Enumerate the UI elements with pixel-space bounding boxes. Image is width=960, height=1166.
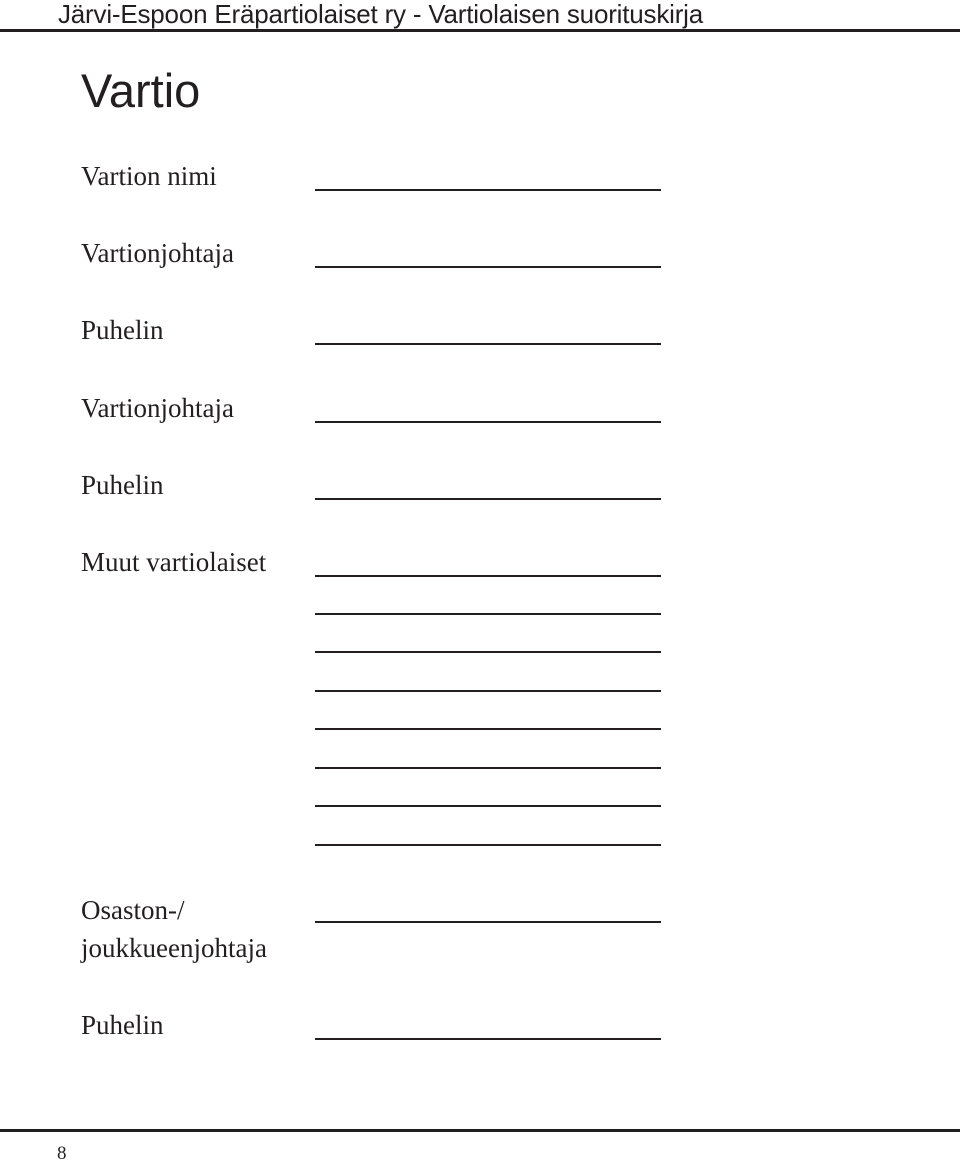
second-patrol-leader-phone-field[interactable]	[315, 498, 661, 500]
other-members-label: Muut vartiolaiset	[81, 547, 267, 577]
unit-leader-phone-field[interactable]	[315, 1038, 661, 1040]
patrol-leader-field[interactable]	[315, 266, 661, 268]
member-field[interactable]	[315, 805, 661, 807]
member-field[interactable]	[315, 651, 661, 653]
patrol-leader-phone-field[interactable]	[315, 343, 661, 345]
patrol-name-field[interactable]	[315, 189, 661, 191]
patrol-name-label: Vartion nimi	[81, 161, 217, 191]
footer-divider	[0, 1129, 960, 1132]
page-number: 8	[57, 1143, 67, 1164]
unit-leader-label-line1: Osaston-/	[81, 895, 185, 925]
member-field[interactable]	[315, 844, 661, 846]
member-field[interactable]	[315, 767, 661, 769]
member-field[interactable]	[315, 575, 661, 577]
second-patrol-leader-phone-label: Puhelin	[81, 470, 164, 500]
second-patrol-leader-label: Vartionjohtaja	[81, 393, 234, 423]
patrol-leader-phone-label: Puhelin	[81, 315, 164, 345]
unit-leader-phone-label: Puhelin	[81, 1010, 164, 1040]
member-field[interactable]	[315, 728, 661, 730]
member-field[interactable]	[315, 613, 661, 615]
unit-leader-label-line2: joukkueenjohtaja	[81, 933, 267, 963]
patrol-leader-label: Vartionjohtaja	[81, 238, 234, 268]
unit-leader-field[interactable]	[315, 921, 661, 923]
section-title: Vartio	[81, 64, 201, 117]
member-field[interactable]	[315, 690, 661, 692]
header-divider	[0, 29, 960, 32]
second-patrol-leader-field[interactable]	[315, 421, 661, 423]
header-title: Järvi-Espoon Eräpartiolaiset ry - Vartiolaisen suorituskirja	[58, 0, 703, 29]
